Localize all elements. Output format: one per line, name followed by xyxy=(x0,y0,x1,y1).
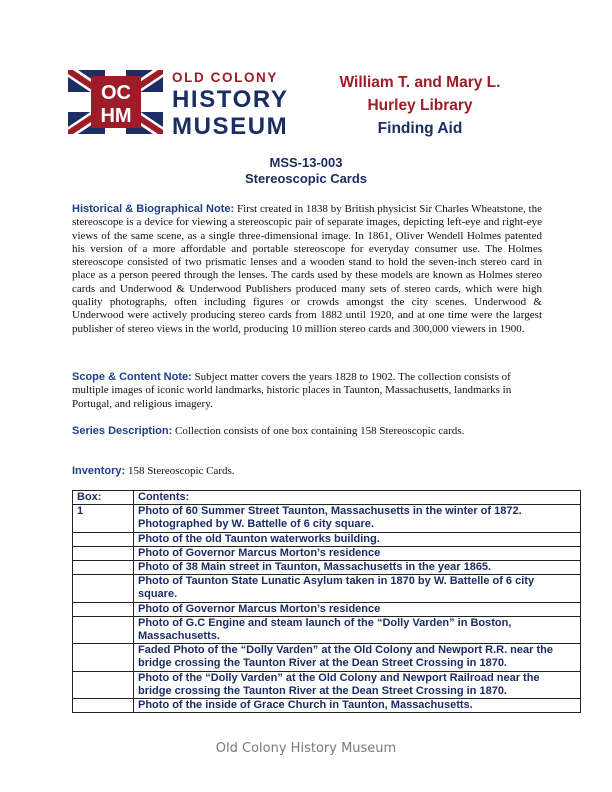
row-box xyxy=(73,644,134,671)
row-contents: Photo of 60 Summer Street Taunton, Massachusetts in the winter of 1872. Photographed by W. Battelle of 6 city square. xyxy=(134,505,581,532)
table-row xyxy=(73,561,581,575)
row-box xyxy=(73,616,134,643)
header-box: Box: xyxy=(73,491,134,505)
table-row xyxy=(73,575,581,602)
inventory-label: Inventory: xyxy=(72,465,126,477)
row-contents: Photo of the old Taunton waterworks building. xyxy=(134,532,581,546)
library-line1: William T. and Mary L. xyxy=(339,74,501,91)
logo-mark-icon xyxy=(68,70,163,134)
table-row xyxy=(73,699,581,713)
collection-name: Stereoscopic Cards xyxy=(244,171,368,186)
logo-wordmark xyxy=(172,71,294,139)
row-box xyxy=(73,699,134,713)
row-contents: Photo of Governor Marcus Morton’s residence xyxy=(134,546,581,560)
row-box xyxy=(73,575,134,602)
row-contents: Photo of Taunton State Lunatic Asylum taken in 1870 by W. Battelle of 6 city square. xyxy=(134,575,581,602)
scope-note xyxy=(72,371,542,411)
logo-line1: OLD COLONY xyxy=(172,70,278,85)
inventory-note xyxy=(72,465,542,478)
row-box xyxy=(73,546,134,560)
row-box xyxy=(73,532,134,546)
table-row xyxy=(73,671,581,698)
row-contents: Photo of G.C Engine and steam launch of the “Dolly Varden” in Boston, Massachusetts. xyxy=(134,616,581,643)
series-description-text: Collection consists of one box containing 158 Stereoscopic cards. xyxy=(172,425,465,437)
row-box: 1 xyxy=(73,505,134,532)
logo-line2: HISTORY xyxy=(172,85,289,113)
table-row xyxy=(73,644,581,671)
historical-note xyxy=(72,203,542,336)
inventory-text: 158 Stereoscopic Cards. xyxy=(125,465,235,477)
series-description-label: Series Description: xyxy=(72,425,173,437)
row-box xyxy=(73,602,134,616)
historical-note-text: First created in 1838 by British physicist Sir Charles Wheatstone, the stereoscope is a device for viewing a stereoscopic pair of separate images, depicting left-eye and right-eye views of the same scene, as a single three-dimensional image. In 1861, Oliver Wendell Holmes patented his version of a more affordable and portable stereoscope for everyday consumer use. The Holmes stereoscope consisted of two prismatic lenses and a wooden stand to hold the seven-inch stereo card in place as a person peered through the lenses. The cards used by these models are known as Holmes stereo cards and Underwood & Underwood Publishers produced many sets of stereo cards, which were high quality photographs, often including figures or crowds amongst the city scenes. Underwood & Underwood were actively producing stereo cards from 1882 until 1920, and at one time were the largest publisher of stereo views in the world, producing 10 million stereo cards and 300,000 viewers in 1900. xyxy=(72,203,542,335)
scope-note-text: Subject matter covers the years 1828 to 1902. The collection consists of multiple images of iconic world landmarks, historic places in Taunton, Massachusetts, landmarks in Portugal, and religious imagery. xyxy=(72,371,512,410)
library-line2: Hurley Library xyxy=(367,97,473,114)
table-row xyxy=(73,602,581,616)
header-contents: Contents: xyxy=(134,491,581,505)
historical-note-label: Historical & Biographical Note: xyxy=(72,203,235,215)
collection-id: MSS-13-003 xyxy=(269,155,343,170)
library-heading xyxy=(300,71,540,140)
table-row xyxy=(73,505,581,532)
row-contents: Photo of the “Dolly Varden” at the Old Colony and Newport Railroad near the bridge crossing the Taunton River at the Dean Street Crossing in 1870. xyxy=(134,671,581,698)
logo-mark-line2: HM xyxy=(100,105,132,127)
footer: Old Colony History Museum xyxy=(215,741,397,756)
row-contents: Photo of Governor Marcus Morton’s residence xyxy=(134,602,581,616)
scope-note-label: Scope & Content Note: xyxy=(72,371,192,383)
row-contents: Photo of 38 Main street in Taunton, Massachusetts in the year 1865. xyxy=(134,561,581,575)
library-line3: Finding Aid xyxy=(377,120,463,137)
logo-line3: MUSEUM xyxy=(172,112,289,140)
table-header-row xyxy=(73,491,581,505)
logo-mark-line1: OC xyxy=(101,82,131,104)
row-contents: Photo of the inside of Grace Church in Taunton, Massachusetts. xyxy=(134,699,581,713)
collection-title xyxy=(0,155,612,187)
series-description xyxy=(72,425,542,438)
table-row xyxy=(73,532,581,546)
row-box xyxy=(73,561,134,575)
row-contents: Faded Photo of the “Dolly Varden” at the Old Colony and Newport R.R. near the bridge crossing the Taunton River at the Dean Street Crossing in 1870. xyxy=(134,644,581,671)
table-row xyxy=(73,546,581,560)
inventory-table xyxy=(72,490,581,713)
table-row xyxy=(73,616,581,643)
row-box xyxy=(73,671,134,698)
